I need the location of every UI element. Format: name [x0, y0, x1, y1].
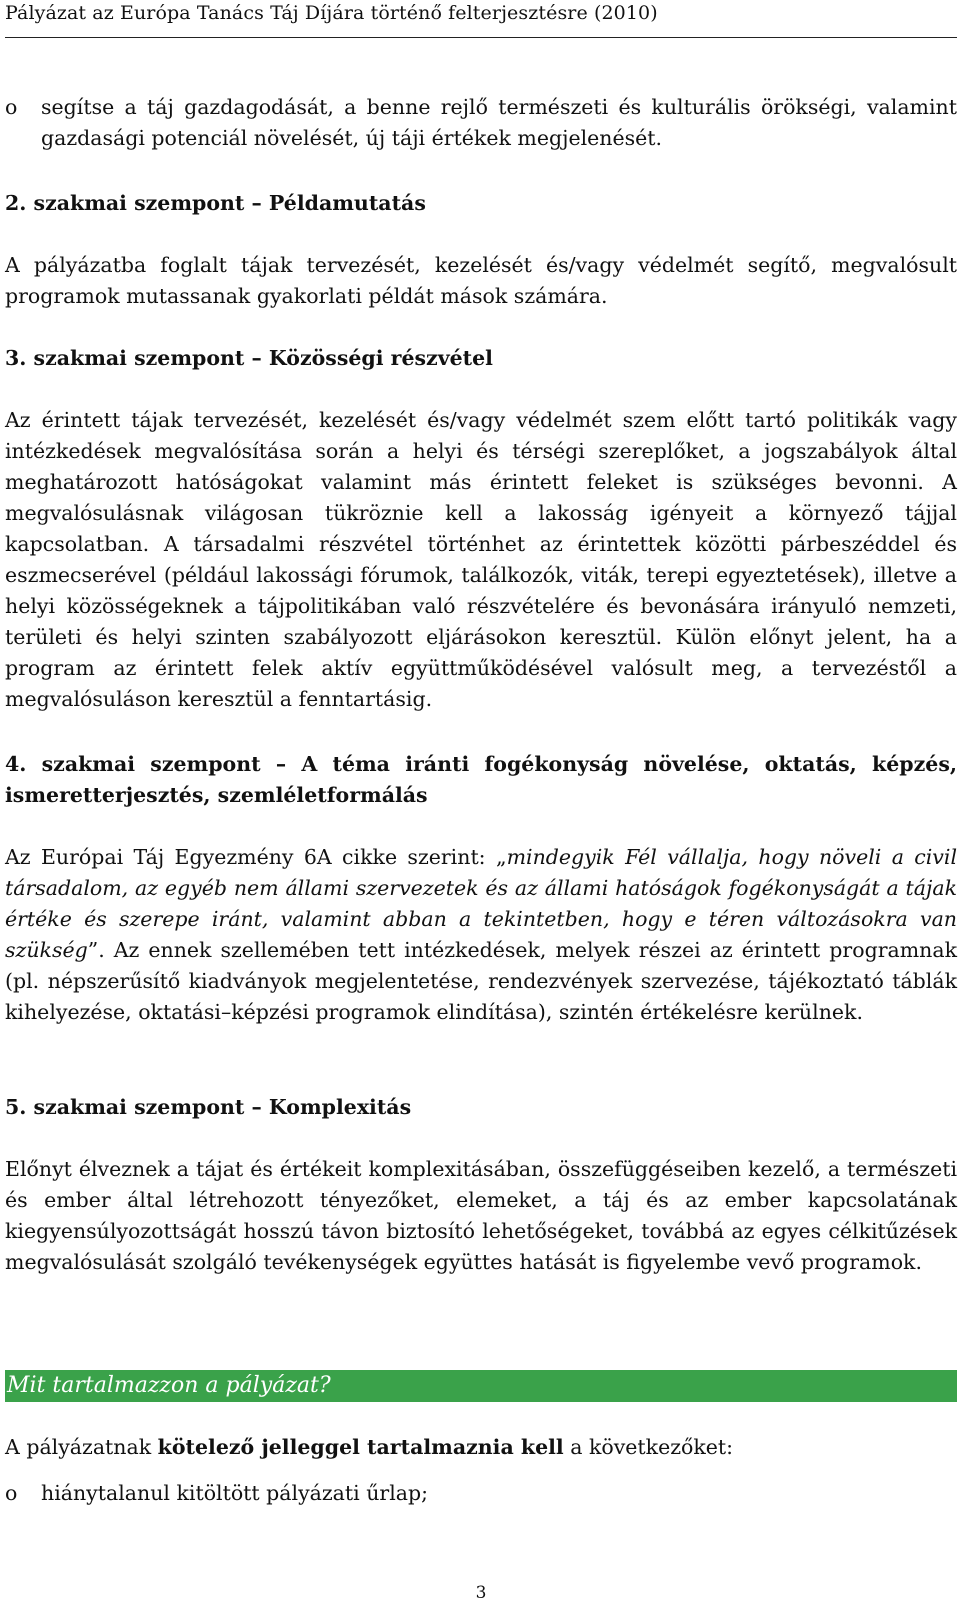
contents-intro-emphasis: kötelező jelleggel tartalmaznia kell [157, 1435, 564, 1459]
section-3-heading: 3. szakmai szempont – Közösségi részvétel [5, 346, 493, 370]
section-5-body: Előnyt élveznek a tájat és értékeit komplexitásában, összefüggéseiben kezelő, a természeti és ember által létrehozott tényezőket, elemeket, a táj és az ember kapcsolatának kiegyensúlyozottságát hosszú távon biztosító lehetőségeket, továbbá az egyes célkitűzések megvalósulását szolgáló tevékenységek együttes hatását is figyelembe vevő programok. [5, 1157, 957, 1274]
list-item [5, 92, 957, 154]
section-3-body: Az érintett tájak tervezését, kezelését és/vagy védelmét szem előtt tartó politikák vagy intézkedések megvalósítása során a helyi és térségi szereplőket, a jogszabályok által meghatározott hatóságokat valamint más érintett feleket is szükséges bevonni. A megvalósulásnak világosan tükröznie kell a lakosság igényeit a környező tájjal kapcsolatban. A társadalmi részvétel történhet az érintettek közötti párbeszéddel és eszmecserével (például lakossági fórumok, találkozók, viták, terepi egyeztetések), illetve a helyi közösségeknek a tájpolitikában való részvételére és bevonására irányuló nemzeti, területi és helyi szinten szabályozott eljárásokon keresztül. Külön előnyt jelent, ha a program az érintett felek aktív együttműködésével valósult meg, a tervezéstől a megvalósuláson keresztül a fenntartásig. [5, 408, 957, 711]
contents-intro-tail: a következőket: [563, 1435, 734, 1459]
section-banner: Mit tartalmazzon a pályázat? [5, 1370, 957, 1402]
list-item [5, 1478, 957, 1509]
section-4-intro: Az Európai Táj Egyezmény 6A cikke szerint: „ [5, 845, 507, 869]
section-4-quote: mindegyik Fél vállalja, hogy növeli a civil társadalom, az egyéb nem állami szervezetek és az állami hatóságok fogékonyságát a tájak értéke és szerepe iránt, valamint abban a tekintetben, hogy e téren változásokra van szükség [5, 845, 958, 962]
bullet-marker: o [5, 1481, 18, 1505]
contents-intro [5, 1432, 957, 1463]
section-2-body: A pályázatba foglalt tájak tervezését, kezelését és/vagy védelmét segítő, megvalósult programok mutassanak gyakorlati példát mások számára. [5, 253, 957, 308]
section-4-body [5, 842, 957, 1028]
list-item-text: segítse a táj gazdagodását, a benne rejlő természeti és kulturális örökségi, valamint gazdasági potenciál növelését, új táji értékek megjelenését. [41, 95, 957, 150]
section-4-rest: ”. Az ennek szellemében tett intézkedések, melyek részei az érintett programnak (pl. népszerűsítő kiadványok megjelentetése, rendezvények szervezése, tájékoztató táblák kihelyezése, oktatási–képzési programok elindítása), szintén értékelésre kerülnek. [5, 938, 957, 1024]
section-2-heading: 2. szakmai szempont – Példamutatás [5, 191, 426, 215]
list-item-text: hiánytalanul kitöltött pályázati űrlap; [41, 1481, 429, 1505]
section-5-heading: 5. szakmai szempont – Komplexitás [5, 1095, 412, 1119]
contents-intro-text: A pályázatnak [5, 1435, 158, 1459]
bullet-marker: o [5, 95, 18, 119]
running-header: Pályázat az Európa Tanács Táj Díjára történő felterjesztésre (2010) [5, 2, 957, 38]
section-4-heading: 4. szakmai szempont – A téma iránti fogékonyság növelése, oktatás, képzés, ismeretterjesztés, szemléletformálás [5, 752, 957, 807]
page-number: 3 [475, 1583, 487, 1603]
